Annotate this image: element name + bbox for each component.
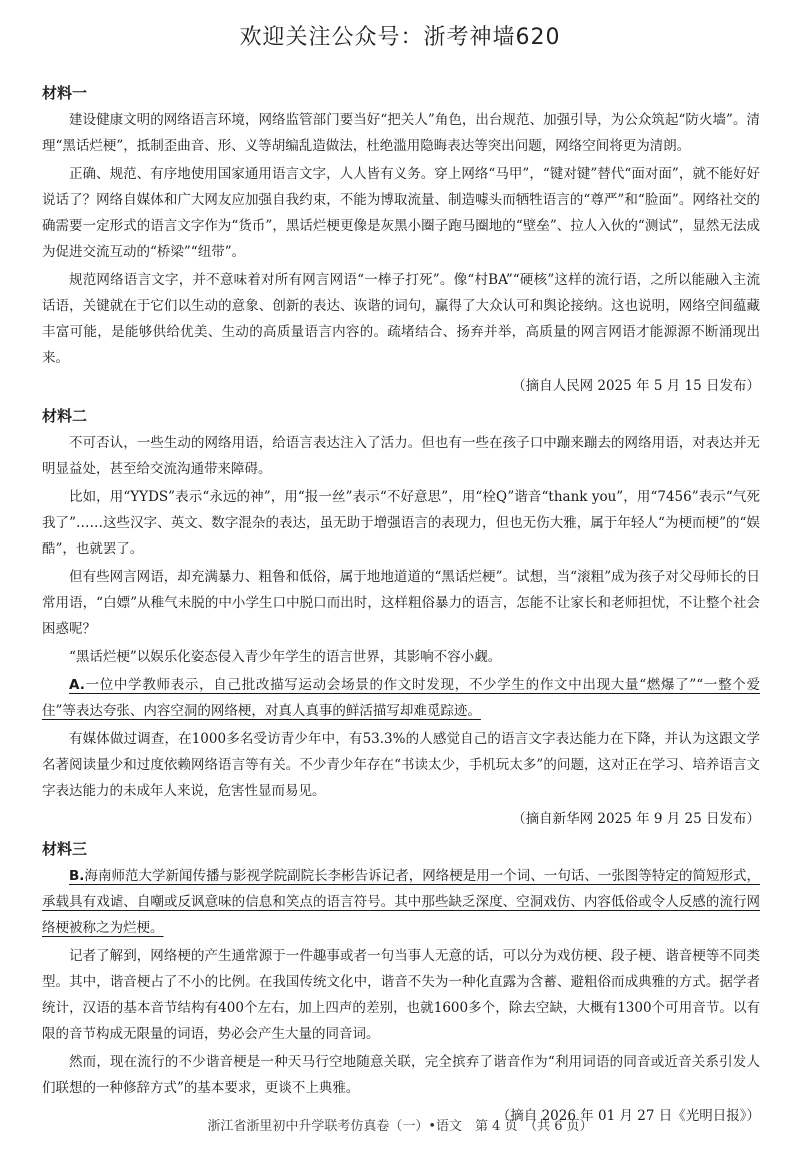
material-1-paragraph: 规范网络语言文字，并不意味着对所有网言网语“一棒子打死”。像“村BA”“硬核”这样的流行语，之所以能融入主流话语，关键就在于它们以生动的意象、创新的表达、诙谐的词句，赢得了大众认可和舆论接纳。这也说明，网络空间蕴藏丰富可能，是能够供给优美、生动的高质量语言内容的。疏堵结合、扬弃并举，高质量的网言网语才能源源不断涌现出来。 <box>42 272 760 366</box>
document-body <box>42 76 760 1133</box>
material-2-paragraph: 有媒体做过调查，在1000多名受访青少年中，有53.3%的人感觉自己的语言文字表达能力在下降，并认为这跟文学名著阅读量少和过度依赖网络语言等有关。不少青少年存在“书读太少，手机玩太多”的问题，这对正在学习、培养语言文字表达能力的未成年人来说，危害性显而易见。 <box>42 731 760 799</box>
material-2-paragraph: “黑话烂梗”以娱乐化姿态侵入青少年学生的语言世界，其影响不容小觑。 <box>69 649 502 665</box>
underlined-sentence-b <box>42 863 760 941</box>
material-2-paragraph: 不可否认，一些生动的网络用语，给语言表达注入了活力。但也有一些在孩子口中蹦来蹦去的网络用语，对表达并无明显益处，甚至给交流沟通带来障碍。 <box>42 435 760 477</box>
sentence-a-text: 一位中学教师表示，自己批改描写运动会场景的作文时发现，不少学生的作文中出现大量“燃爆了”“一整个爱住”等表达夸张、内容空洞的网络梗，对真人真事的鲜活描写却难觅踪迹。 <box>42 677 760 719</box>
material-2-paragraph: 但有些网言网语，却充满暴力、粗鲁和低俗，属于地地道道的“黑话烂梗”。试想，当“滚粗”成为孩子对父母师长的日常用语，“白嫖”从稚气未脱的中小学生口中脱口而出时，这样粗俗暴力的语言，怎能不让家长和老师担忧，不让整个社会困惑呢？ <box>42 569 760 637</box>
material-2-title: 材料二 <box>42 407 88 425</box>
material-2-paragraph: 比如，用“YYDS”表示“永远的神”，用“报一丝”表示“不好意思”，用“栓Q”谐音“thank you”，用“7456”表示“气死我了”……这些汉字、英文、数字混杂的表达，虽无助于增强语言的表现力，但也无伤大雅，属于年轻人“为梗而梗”的“娱酷”，也就罢了。 <box>42 489 760 557</box>
underlined-sentence-a <box>42 672 760 724</box>
material-2-source: （摘自新华网 2025 年 9 月 25 日发布） <box>512 811 760 827</box>
material-3-source: （摘自 2026 年 01 月 27 日《光明日报》） <box>496 1108 760 1124</box>
sentence-b-text: 海南师范大学新闻传播与影视学院副院长李彬告诉记者，网络梗是用一个词、一句话、一张图等特定的简短形式，承载具有戏谑、自嘲或反讽意味的信息和笑点的语言符号。其中那些缺乏深度、空洞戏仿、内容低俗或令人反感的流行网络梗被称之为烂梗。 <box>42 868 760 936</box>
material-1-paragraph: 正确、规范、有序地使用国家通用语言文字，人人皆有义务。穿上网络“马甲”，“键对键”替代“面对面”，就不能好好说话了？网络自媒体和广大网友应加强自我约束，不能为博取流量、制造噱头而牺牲语言的“尊严”和“脸面”。网络社交的确需要一定形式的语言文字作为“货币”，黑话烂梗更像是灰黑小圈子跑马圈地的“壁垒”、拉人入伙的“测试”，显然无法成为促进交流互动的“桥梁”“纽带”。 <box>42 166 760 260</box>
material-1-source: （摘自人民网 2025 年 5 月 15 日发布） <box>512 378 760 394</box>
sentence-a-marker: A. <box>69 677 85 693</box>
material-3-paragraph: 然而，现在流行的不少谐音梗是一种天马行空地随意关联，完全摈弃了谐音作为“利用词语的同音或近音关系引发人们联想的一种修辞方式”的基本要求，更谈不上典雅。 <box>42 1054 760 1096</box>
page-footer: 浙江省浙里初中升学联考仿真卷（一）•语文 第 4 页 （共 6 页） <box>207 1119 593 1134</box>
page-header: 欢迎关注公众号：浙考神墙620 <box>239 25 561 50</box>
material-3-paragraph: 记者了解到，网络梗的产生通常源于一件趣事或者一句当事人无意的话，可以分为戏仿梗、段子梗、谐音梗等不同类型。其中，谐音梗占了不小的比例。在我国传统文化中，谐音不失为一种化直露为含蓄、避粗俗而成典雅的方式。据学者统计，汉语的基本音节结构有400个左右，加上四声的差别，也就1600多个，除去空缺，大概有1300个可用音节。以有限的音节构成无限量的词语，势必会产生大量的同音词。 <box>42 948 760 1042</box>
material-1-paragraph: 建设健康文明的网络语言环境，网络监管部门要当好“把关人”角色，出台规范、加强引导，为公众筑起“防火墙”。清理“黑话烂梗”，抵制歪曲音、形、义等胡编乱造做法，杜绝滥用隐晦表达等突出问题，网络空间将更为清朗。 <box>42 112 760 154</box>
material-1-title: 材料一 <box>42 84 88 102</box>
sentence-b-marker: B. <box>69 868 85 884</box>
material-3-title: 材料三 <box>42 840 88 858</box>
